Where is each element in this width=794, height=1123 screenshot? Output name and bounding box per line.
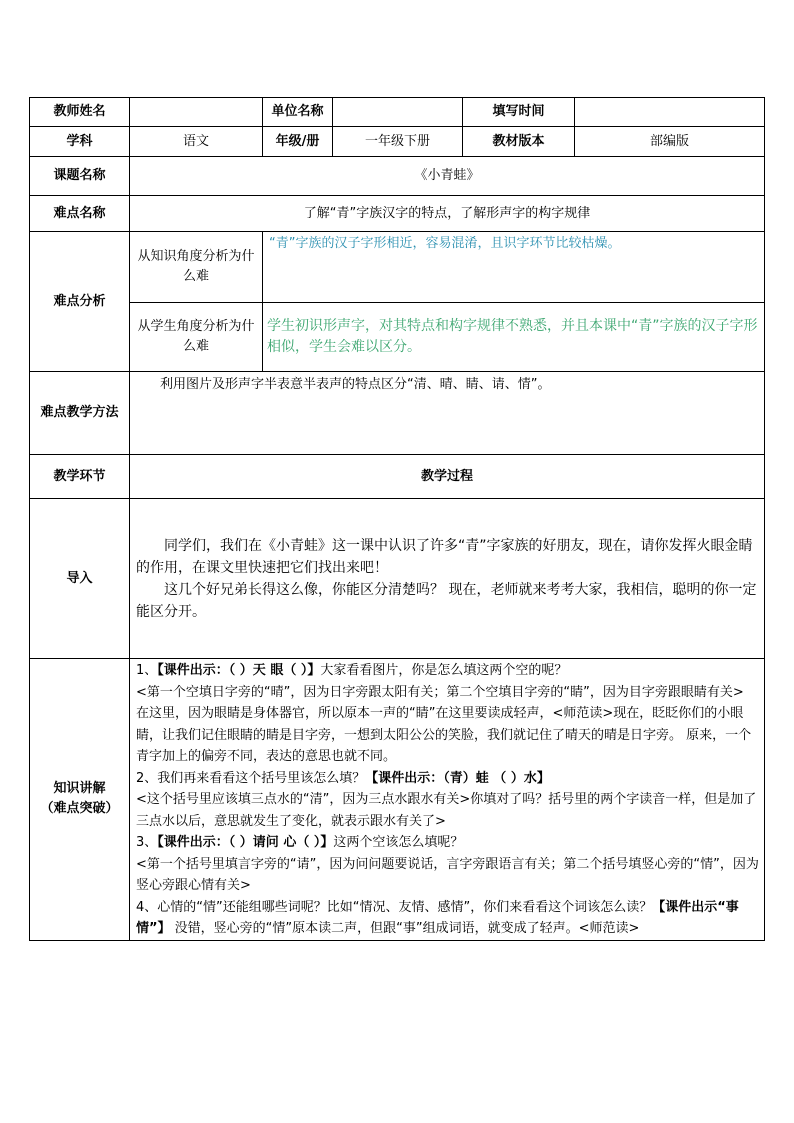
item-1-courseware: 【课件出示：（ ）天 眼（ ）】 — [157, 663, 321, 678]
difficulty-label: 难点名称 — [30, 196, 130, 232]
item-1-prefix: 1、 — [136, 663, 158, 678]
item-1-text: 大家看看图片，你是怎么填这两个空的呢？ — [320, 663, 568, 678]
analysis-knowledge-row — [30, 232, 765, 303]
knowledge-row — [30, 659, 765, 941]
intro-label: 导入 — [30, 499, 130, 659]
analysis-student-row — [30, 303, 765, 372]
knowledge-label-line2: （难点突破） — [40, 801, 119, 817]
item-1-detail: <第一个空填日字旁的“晴”，因为日字旁跟太阳有关；第二个空填目字旁的“睛”，因为目字旁跟眼睛有关> 在这里，因为眼睛是身体器官，所以原本一声的“睛”在这里要读成轻声，<师范读>现在，眨眨你们的小眼睛，让我们记住眼睛的睛是目字旁，一想到太阳公公的笑脸，我们就记住了晴天的晴是日字旁。 原来，一个青字加上的偏旁不同，表达的意思也就不同。 — [136, 684, 752, 764]
analysis-label: 难点分析 — [30, 232, 130, 372]
process-header-row — [30, 455, 765, 499]
item-2-detail: <这个括号里应该填三点水的“清”，因为三点水跟水有关>你填对了吗？括号里的两个字读音一样，但是加了三点水以后，意思就发生了变化，就表示跟水有关了> — [136, 792, 757, 829]
item-4 — [136, 897, 759, 940]
edition-label: 教材版本 — [463, 127, 575, 157]
intro-paragraph-2: 这几个好兄弟长得这么像，你能区分清楚吗？ 现在，老师就来考考大家，我相信，聪明的你一定能区分开。 — [136, 581, 757, 620]
lesson-plan-table — [29, 97, 765, 941]
topic-value: 《小青蛙》 — [130, 157, 765, 196]
intro-content — [130, 499, 765, 659]
knowledge-angle-label: 从知识角度分析为什么难 — [130, 232, 263, 303]
difficulty-row — [30, 196, 765, 232]
item-3 — [136, 832, 759, 854]
intro-row — [30, 499, 765, 659]
header-row-1 — [30, 98, 765, 127]
edition-value: 部编版 — [575, 127, 765, 157]
unit-name-value[interactable] — [333, 98, 463, 127]
item-2-prefix: 2、我们再来看看这个括号里该怎么填？ — [136, 770, 366, 786]
unit-name-label: 单位名称 — [263, 98, 333, 127]
intro-paragraph-1: 同学们，我们在《小青蛙》这一课中认识了许多“青”字家族的好朋友，现在，请你发挥火眼金睛的作用，在课文里快速把它们找出来吧！ — [136, 537, 753, 576]
item-3-text: 这两个空该怎么填呢？ — [333, 835, 464, 850]
item-4-courseware: 【课件出示“事情”】 — [136, 899, 739, 936]
student-angle-text: 学生初识形声字，对其特点和构字规律不熟悉，并且本课中“青”字族的汉子字形相似，学生会难以区分。 — [263, 303, 765, 372]
item-4-text: 4、心情的“情”还能组哪些词呢？比如“情况、友情、感情”，你们来看看这个词该怎么读？ — [136, 899, 653, 915]
teacher-name-value[interactable] — [130, 98, 263, 127]
knowledge-label — [30, 659, 130, 941]
item-3-detail: <第一个括号里填言字旁的“请”，因为问问题要说话，言字旁跟语言有关；第二个括号填竖心旁的“情”，因为竖心旁跟心情有关> — [136, 856, 759, 893]
item-3-courseware: 【课件出示：（ ）请问 心（ ）】 — [157, 835, 334, 850]
item-4-tail: 没错，竖心旁的“情”原本读二声，但跟“事”组成词语，就变成了轻声。<师范读> — [170, 921, 640, 936]
teacher-name-label: 教师姓名 — [30, 98, 130, 127]
subject-value: 语文 — [130, 127, 263, 157]
fill-date-label: 填写时间 — [463, 98, 575, 127]
item-2 — [136, 768, 759, 790]
stage-header: 教学环节 — [30, 455, 130, 499]
topic-label: 课题名称 — [30, 157, 130, 196]
grade-value: 一年级下册 — [333, 127, 463, 157]
knowledge-label-line1: 知识讲解 — [53, 781, 106, 797]
knowledge-content — [130, 659, 765, 941]
method-label: 难点教学方法 — [30, 372, 130, 455]
grade-label: 年级/册 — [263, 127, 333, 157]
item-2-courseware: 【课件出示：（青）蛙 （ ）水】 — [365, 770, 550, 786]
student-angle-label: 从学生角度分析为什么难 — [130, 303, 263, 372]
method-text: 利用图片及形声字半表意半表声的特点区分“清、晴、睛、请、情”。 — [130, 372, 765, 455]
process-header: 教学过程 — [130, 455, 765, 499]
subject-label: 学科 — [30, 127, 130, 157]
topic-row — [30, 157, 765, 196]
difficulty-value: 了解“青”字族汉字的特点，了解形声字的构字规律 — [130, 196, 765, 232]
fill-date-value[interactable] — [575, 98, 765, 127]
header-row-2 — [30, 127, 765, 157]
method-row — [30, 372, 765, 455]
item-3-prefix: 3、 — [136, 835, 158, 850]
knowledge-angle-text: “青”字族的汉子字形相近，容易混淆，且识字环节比较枯燥。 — [263, 232, 765, 303]
item-1 — [136, 660, 759, 682]
